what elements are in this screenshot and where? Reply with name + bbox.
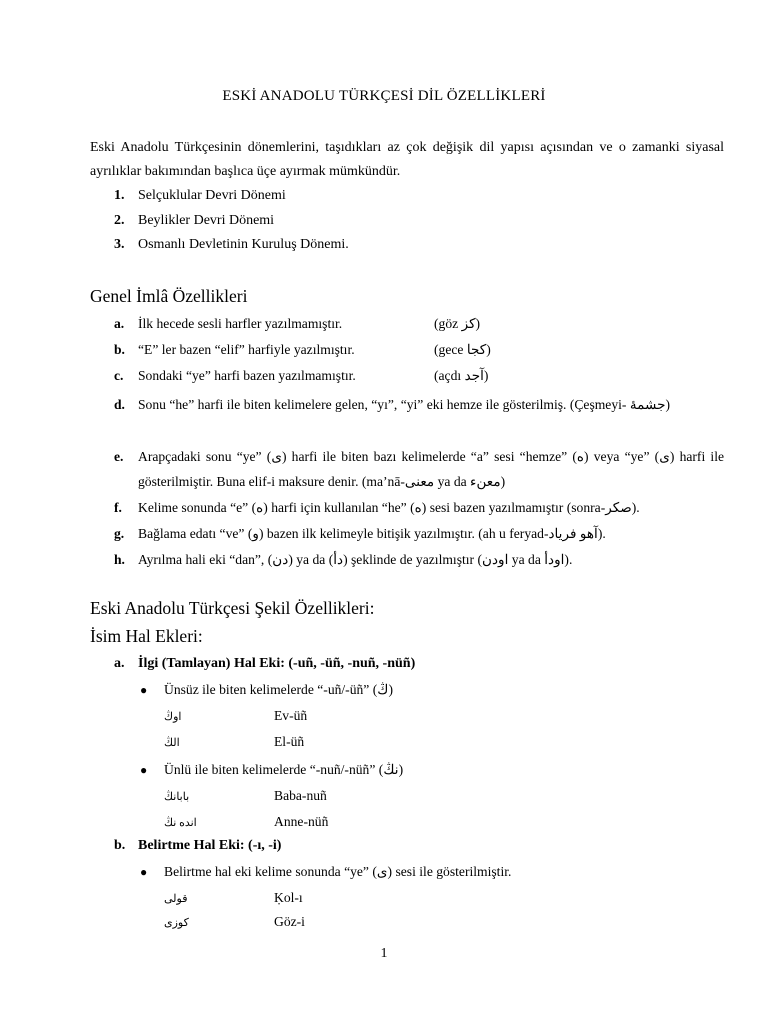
- bullet-text: Ünlü ile biten kelimelerde “-nuñ/-nüñ” (نڭ): [164, 762, 404, 777]
- case-heading: [114, 656, 415, 672]
- list-marker: h.: [114, 552, 125, 567]
- list-item: [114, 498, 724, 524]
- bullet-text: Ünsüz ile biten kelimelerde “-uñ/-üñ” (ڭ): [164, 682, 394, 697]
- list-item-text: Sondaki “ye” harfi bazen yazılmamıştır.: [138, 368, 356, 383]
- list-item-text: Arapçadaki sonu “ye” (ى) harfi ile biten bazı kelimelerde “a” sesi “hemze” (ه) veya “ye” (ى) harfi ile gösterilmiştir. Buna elif-i maksure denir. (ma’nā-معنى ya da معنء): [138, 449, 725, 489]
- example-row: [164, 708, 564, 724]
- list-marker: e.: [114, 449, 124, 464]
- bullet-item: [140, 864, 511, 880]
- list-marker: 3.: [114, 237, 125, 252]
- bullet-icon: ●: [140, 683, 148, 697]
- list-marker: c.: [114, 368, 124, 383]
- example-row: [164, 890, 564, 906]
- case-title: Belirtme Hal Eki: (-ı, -i): [138, 838, 282, 853]
- list-item: [114, 366, 724, 392]
- transcription: Ev-üñ: [274, 708, 308, 723]
- case-title: İlgi (Tamlayan) Hal Eki: (-uñ, -üñ, -nuñ, -nüñ): [138, 656, 416, 671]
- transcription: Anne-nüñ: [274, 814, 329, 829]
- transcription: Ḳol-ı: [274, 890, 303, 905]
- list-marker: f.: [114, 500, 122, 515]
- isim-hal-heading: İsim Hal Ekleri:: [90, 626, 203, 646]
- list-marker: g.: [114, 526, 125, 541]
- arabic-script: قولى: [164, 893, 188, 905]
- bullet-text: Belirtme hal eki kelime sonunda “ye” (ى) sesi ile gösterilmiştir.: [164, 864, 512, 879]
- example-row: [164, 914, 564, 930]
- intro-paragraph: Eski Anadolu Türkçesinin dönemlerini, taşıdıkları az çok değişik dil yapısı açısından ve o zamanki siyasal ayrılıklar bakımından başlıca üçe ayırmak mümkündür.: [90, 140, 724, 179]
- list-item-text: Ayrılma hali eki “dan”, (دن) ya da (دأ) şeklinde de yazılmıştır (اودن ya da اودأ).: [138, 552, 573, 567]
- list-item: [114, 550, 724, 576]
- list-marker: a.: [114, 656, 125, 671]
- arabic-script: اوڭ: [164, 711, 182, 723]
- list-item-text: İlk hecede sesli harfler yazılmamıştır.: [138, 316, 343, 331]
- arabic-script: كوزى: [164, 917, 189, 929]
- list-marker: b.: [114, 838, 126, 853]
- arabic-script: الڭ: [164, 737, 180, 749]
- arabic-script: انده نڭ: [164, 817, 197, 829]
- sekil-heading: Eski Anadolu Türkçesi Şekil Özellikleri:: [90, 598, 375, 618]
- bullet-icon: ●: [140, 865, 148, 879]
- arabic-script: بابانڭ: [164, 791, 190, 803]
- bullet-icon: ●: [140, 763, 148, 777]
- list-marker: b.: [114, 342, 125, 357]
- list-marker: d.: [114, 397, 125, 412]
- periods-list: [114, 184, 349, 258]
- example-row: [164, 788, 564, 804]
- bullet-item: [140, 762, 403, 778]
- list-item: [114, 444, 724, 498]
- list-item: [114, 184, 349, 209]
- example-row: [164, 734, 564, 750]
- list-marker: a.: [114, 316, 125, 331]
- page-number: 1: [380, 946, 388, 961]
- transcription: El-üñ: [274, 734, 305, 749]
- list-marker: 1.: [114, 188, 125, 203]
- list-item: [114, 524, 724, 550]
- example-row: [164, 814, 564, 830]
- list-item: [114, 233, 349, 258]
- example-text: (açdı آجد): [434, 368, 489, 383]
- list-marker: 2.: [114, 212, 125, 228]
- list-item-text: Osmanlı Devletinin Kuruluş Dönemi.: [138, 237, 349, 252]
- transcription: Baba-nuñ: [274, 788, 327, 803]
- list-item-text: Selçuklular Devri Dönemi: [138, 188, 286, 203]
- list-item: [114, 209, 349, 234]
- case-heading: [114, 838, 281, 854]
- imla-heading: Genel İmlâ Özellikleri: [90, 286, 248, 306]
- list-item: [114, 340, 724, 366]
- list-item-text: Beylikler Devri Dönemi: [138, 212, 275, 228]
- example-text: (gece كجا): [434, 342, 491, 357]
- list-item-text: Bağlama edatı “ve” (و) bazen ilk kelimeyle bitişik yazılmıştır. (ah u feryad-آهو فریاد).: [138, 526, 606, 541]
- list-item: [114, 314, 724, 340]
- document-title: ESKİ ANADOLU TÜRKÇESİ DİL ÖZELLİKLERİ: [222, 88, 546, 104]
- example-text: (göz كز): [434, 316, 481, 331]
- list-item-text: Sonu “he” harfi ile biten kelimelere gelen, “yı”, “yi” eki hemze ile gösterilmiş. (Çeşmeyi- جشمۀ): [138, 397, 671, 412]
- list-item-text: “E” ler bazen “elif” harfiyle yazılmıştır.: [138, 342, 355, 357]
- imla-list: [114, 314, 724, 576]
- list-item-text: Kelime sonunda “e” (ه) harfi için kullanılan “he” (ه) sesi bazen yazılmamıştır (sonra-صكر).: [138, 500, 640, 515]
- bullet-item: [140, 682, 393, 698]
- list-item: [114, 392, 724, 444]
- transcription: Göz-i: [274, 914, 305, 929]
